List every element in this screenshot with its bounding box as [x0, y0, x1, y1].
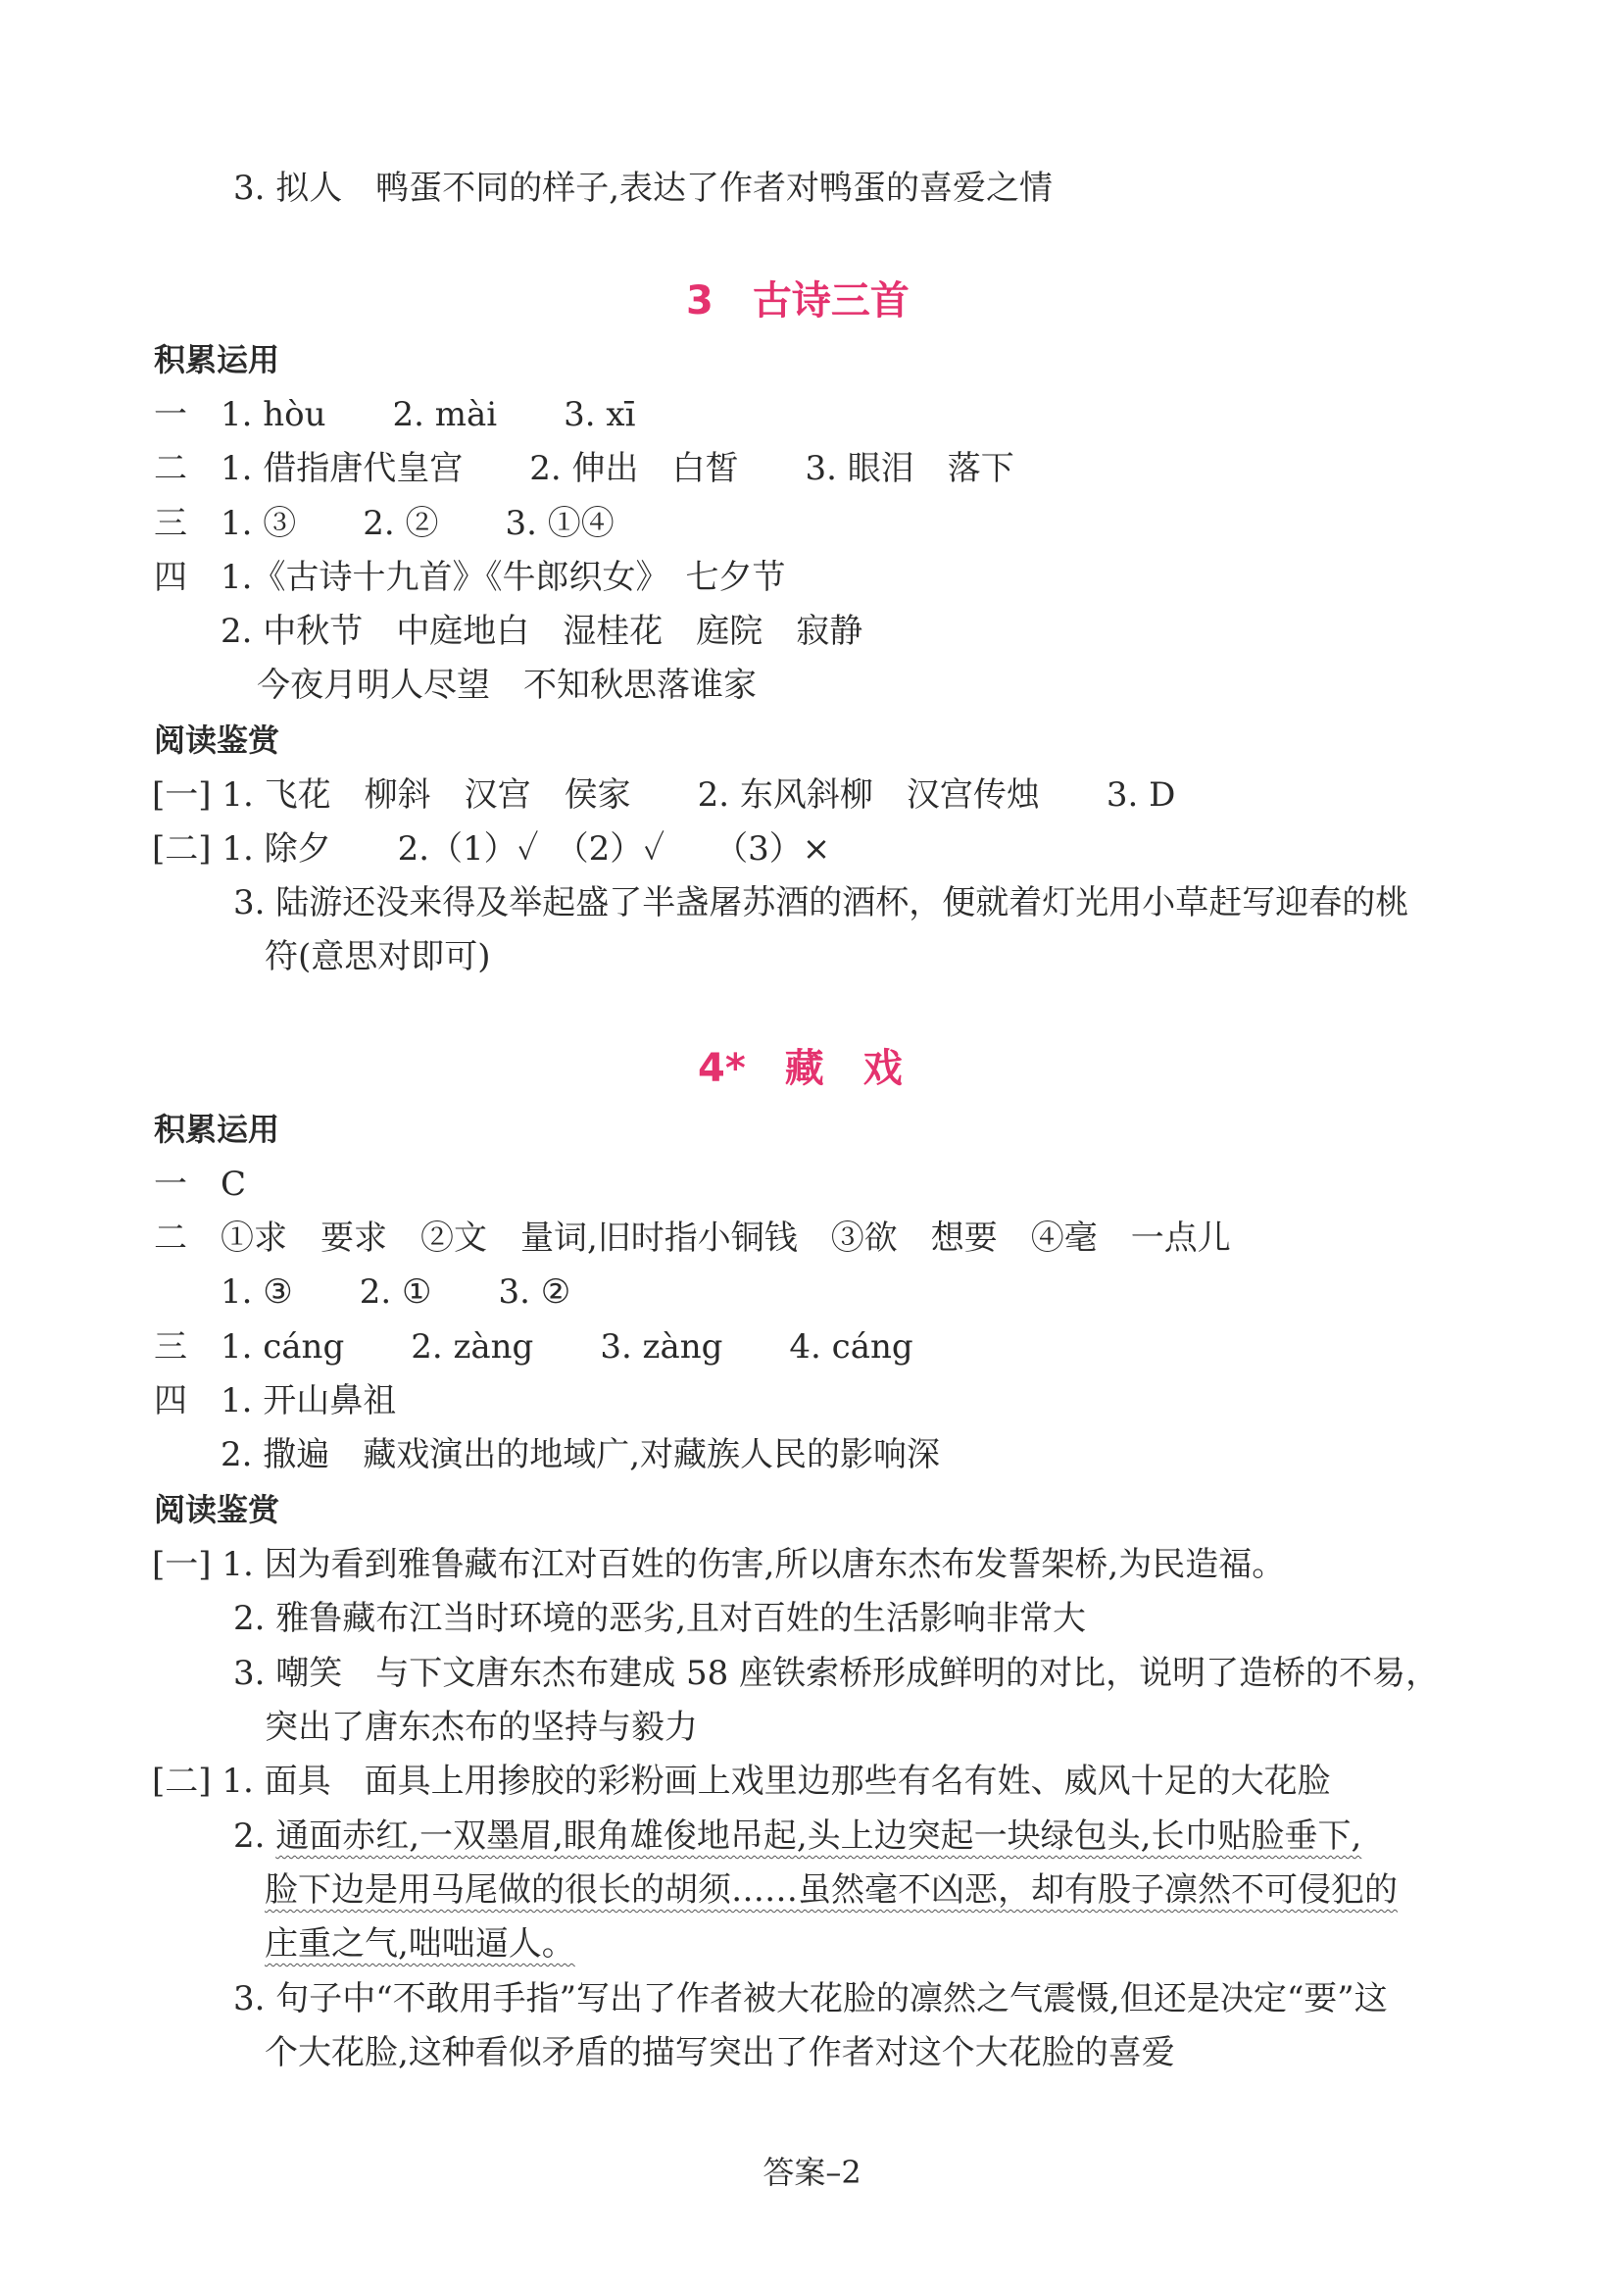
lesson3-line: 三 1. ③ 2. ② 3. ①④	[154, 504, 615, 543]
lesson4-line: 1. ③ 2. ① 3. ②	[221, 1272, 571, 1312]
lesson3-line: [二] 1. 除夕 2.（1）✓ （2）✓ （3）×	[152, 829, 831, 869]
lesson4-line-underlined	[233, 1816, 1361, 1856]
lesson4-line: 2. 雅鲁藏布江当时环境的恶劣,且对百姓的生活影响非常大	[233, 1599, 1087, 1638]
lesson4-line: 三 1. cáng 2. zàng 3. zàng 4. cáng	[154, 1327, 913, 1367]
lesson4-line: 3. 嘲笑 与下文唐东杰布建成 58 座铁索桥形成鲜明的对比，说明了造桥的不易，	[233, 1654, 1440, 1693]
lesson3-line: 符(意思对即可)	[265, 937, 491, 976]
lesson3-line: 四 1.《古诗十九首》《牛郎织女》 七夕节	[154, 558, 786, 597]
quoted-passage: 庄重之气,咄咄逼人。	[265, 1924, 575, 1964]
lesson4-title: 4* 藏 戏	[698, 1046, 903, 1091]
lesson4-heading-accumulate: 积累运用	[154, 1111, 280, 1148]
lesson4-line: 突出了唐东杰布的坚持与毅力	[265, 1708, 698, 1747]
lesson4-heading-reading: 阅读鉴赏	[154, 1491, 280, 1528]
item-number: 2.	[233, 1816, 276, 1856]
lesson4-line: 二 ①求 要求 ②文 量词,旧时指小铜钱 ③欲 想要 ④毫 一点儿	[154, 1219, 1231, 1258]
lesson3-line: 3. 陆游还没来得及举起盛了半盏屠苏酒的酒杯，便就着灯光用小草赶写迎春的桃	[233, 883, 1409, 922]
lesson3-line: [一] 1. 飞花 柳斜 汉宫 侯家 2. 东风斜柳 汉宫传烛 3. D	[152, 775, 1176, 815]
quoted-passage: 脸下边是用马尾做的很长的胡须……虽然毫不凶恶，却有股子凛然不可侵犯的	[265, 1870, 1398, 1910]
lesson4-line: 2. 撒遍 藏戏演出的地域广,对藏族人民的影响深	[221, 1435, 941, 1474]
lesson4-line: [一] 1. 因为看到雅鲁藏布江对百姓的伤害,所以唐东杰布发誓架桥,为民造福。	[152, 1545, 1286, 1584]
lesson3-line: 一 1. hòu 2. mài 3. xī	[154, 395, 636, 434]
lesson3-title: 3 古诗三首	[686, 278, 910, 323]
quoted-passage: 通面赤红,一双墨眉,眼角雄俊地吊起,头上边突起一块绿包头,长巾贴脸垂下,	[275, 1816, 1362, 1856]
lesson4-line: 一 C	[154, 1165, 247, 1204]
lesson3-line: 二 1. 借指唐代皇宫 2. 伸出 白皙 3. 眼泪 落下	[154, 449, 1014, 488]
lesson3-line: 2. 中秋节 中庭地白 湿桂花 庭院 寂静	[221, 612, 863, 651]
lesson3-heading-reading: 阅读鉴赏	[154, 722, 280, 759]
lesson3-heading-accumulate: 积累运用	[154, 341, 280, 378]
top-answer-line: 3. 拟人 鸭蛋不同的样子,表达了作者对鸭蛋的喜爱之情	[233, 169, 1054, 208]
lesson4-line: 3. 句子中“不敢用手指”写出了作者被大花脸的凛然之气震慑,但还是决定“要”这	[233, 1979, 1388, 2018]
page-number: 答案–2	[763, 2154, 861, 2191]
lesson3-line: 今夜月明人尽望 不知秋思落谁家	[257, 666, 757, 705]
lesson4-line: 个大花脸,这种看似矛盾的描写突出了作者对这个大花脸的喜爱	[265, 2033, 1175, 2072]
lesson4-line: [二] 1. 面具 面具上用掺胶的彩粉画上戏里边那些有名有姓、威风十足的大花脸	[152, 1762, 1331, 1801]
lesson4-line: 四 1. 开山鼻祖	[154, 1381, 397, 1420]
